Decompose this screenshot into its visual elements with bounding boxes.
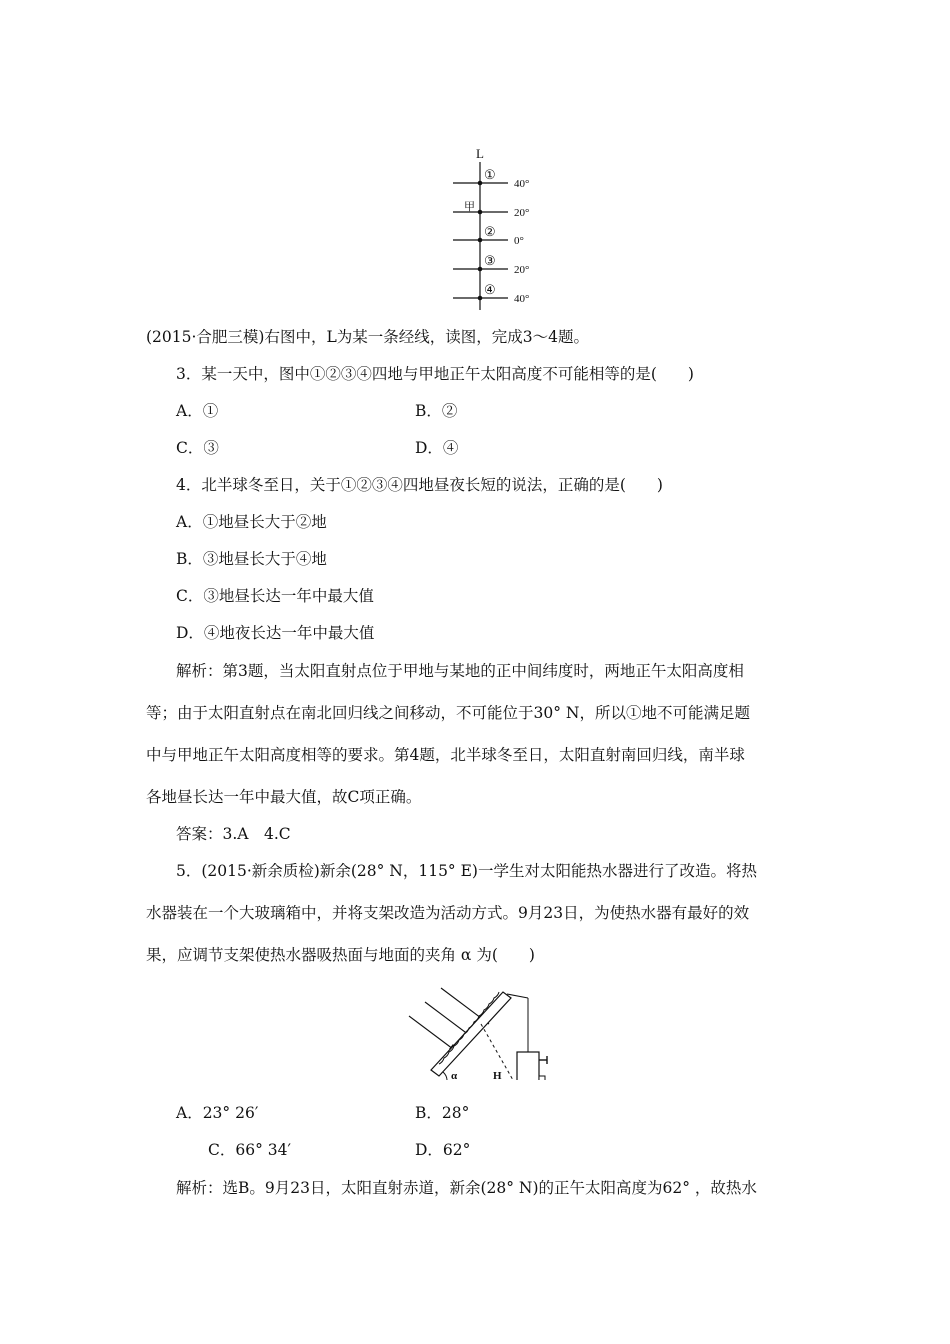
meridian-figure	[440, 140, 550, 315]
analysis-line: 中与甲地正午太阳高度相等的要求。第4题，北半球冬至日，太阳直射南回归线，南半球	[146, 746, 745, 764]
q4-stem: 4．北半球冬至日，关于①②③④四地昼夜长短的说法，正确的是( )	[176, 476, 663, 494]
q5-stem-line: 5．(2015·新余质检)新余(28° N，115° E)一学生对太阳能热水器进行了改造。将热	[176, 862, 757, 880]
q3-option-c: C．③	[176, 439, 219, 457]
q5-option-c: C．66° 34′	[208, 1141, 292, 1159]
lat-label: 20°	[514, 264, 530, 276]
location-dot	[478, 181, 483, 186]
lat-label: 40°	[514, 293, 530, 305]
intro-text: (2015·合肥三模)右图中，L为某一条经线，读图，完成3～4题。	[146, 328, 589, 346]
point-label-3: ③	[484, 253, 496, 268]
meridian-label: L	[476, 146, 484, 161]
q5-option-d: D．62°	[415, 1141, 471, 1159]
q3-option-a: A．①	[176, 402, 219, 420]
point-label-jia: 甲	[464, 201, 475, 213]
analysis-line: 等；由于太阳直射点在南北回归线之间移动，不可能位于30° N，所以①地不可能满足题	[146, 704, 750, 722]
analysis-line: 解析：第3题，当太阳直射点位于甲地与某地的正中间纬度时，两地正午太阳高度相	[176, 662, 744, 680]
point-label-4: ④	[484, 282, 496, 297]
location-dot	[478, 296, 483, 301]
alpha-label: α	[451, 1070, 458, 1080]
q3-option-d: D．④	[415, 439, 459, 457]
q3-stem: 3．某一天中，图中①②③④四地与甲地正午太阳高度不可能相等的是( )	[176, 365, 694, 383]
point-label-2: ②	[484, 224, 496, 239]
q5-stem-line: 果，应调节支架使热水器吸热面与地面的夹角 α 为( )	[146, 946, 535, 964]
location-dot	[478, 210, 483, 215]
solar-heater-figure	[395, 972, 575, 1080]
post-base	[539, 1076, 545, 1080]
support-post	[517, 1052, 539, 1080]
q4-option-d: D．④地夜长达一年中最大值	[176, 624, 375, 642]
lat-label: 0°	[514, 235, 524, 247]
location-dot	[478, 238, 483, 243]
q5-option-a: A．23° 26′	[176, 1104, 259, 1122]
h-label: H	[493, 1070, 502, 1080]
analysis-line: 各地昼长达一年中最大值，故C项正确。	[146, 788, 422, 806]
location-dot	[478, 267, 483, 272]
q5-stem-line: 水器装在一个大玻璃箱中，并将支架改造为活动方式。9月23日，为使热水器有最好的效	[146, 904, 750, 922]
angle-arc	[443, 1072, 447, 1080]
q4-option-b: B．③地昼长大于④地	[176, 550, 327, 568]
q5-option-b: B．28°	[415, 1104, 470, 1122]
q4-option-c: C．③地昼长达一年中最大值	[176, 587, 374, 605]
heater-panel	[431, 992, 511, 1076]
lat-label: 40°	[514, 178, 530, 190]
analysis2-text: 解析：选B。9月23日，太阳直射赤道，新余(28° N)的正午太阳高度为62° ，故热水	[176, 1179, 757, 1197]
point-label-1: ①	[484, 167, 496, 182]
q3-option-b: B．②	[415, 402, 458, 420]
answer-text: 答案：3.A 4.C	[176, 825, 291, 843]
q4-option-a: A．①地昼长大于②地	[176, 513, 327, 531]
sun-ray	[409, 1016, 457, 1052]
lat-label: 20°	[514, 207, 530, 219]
